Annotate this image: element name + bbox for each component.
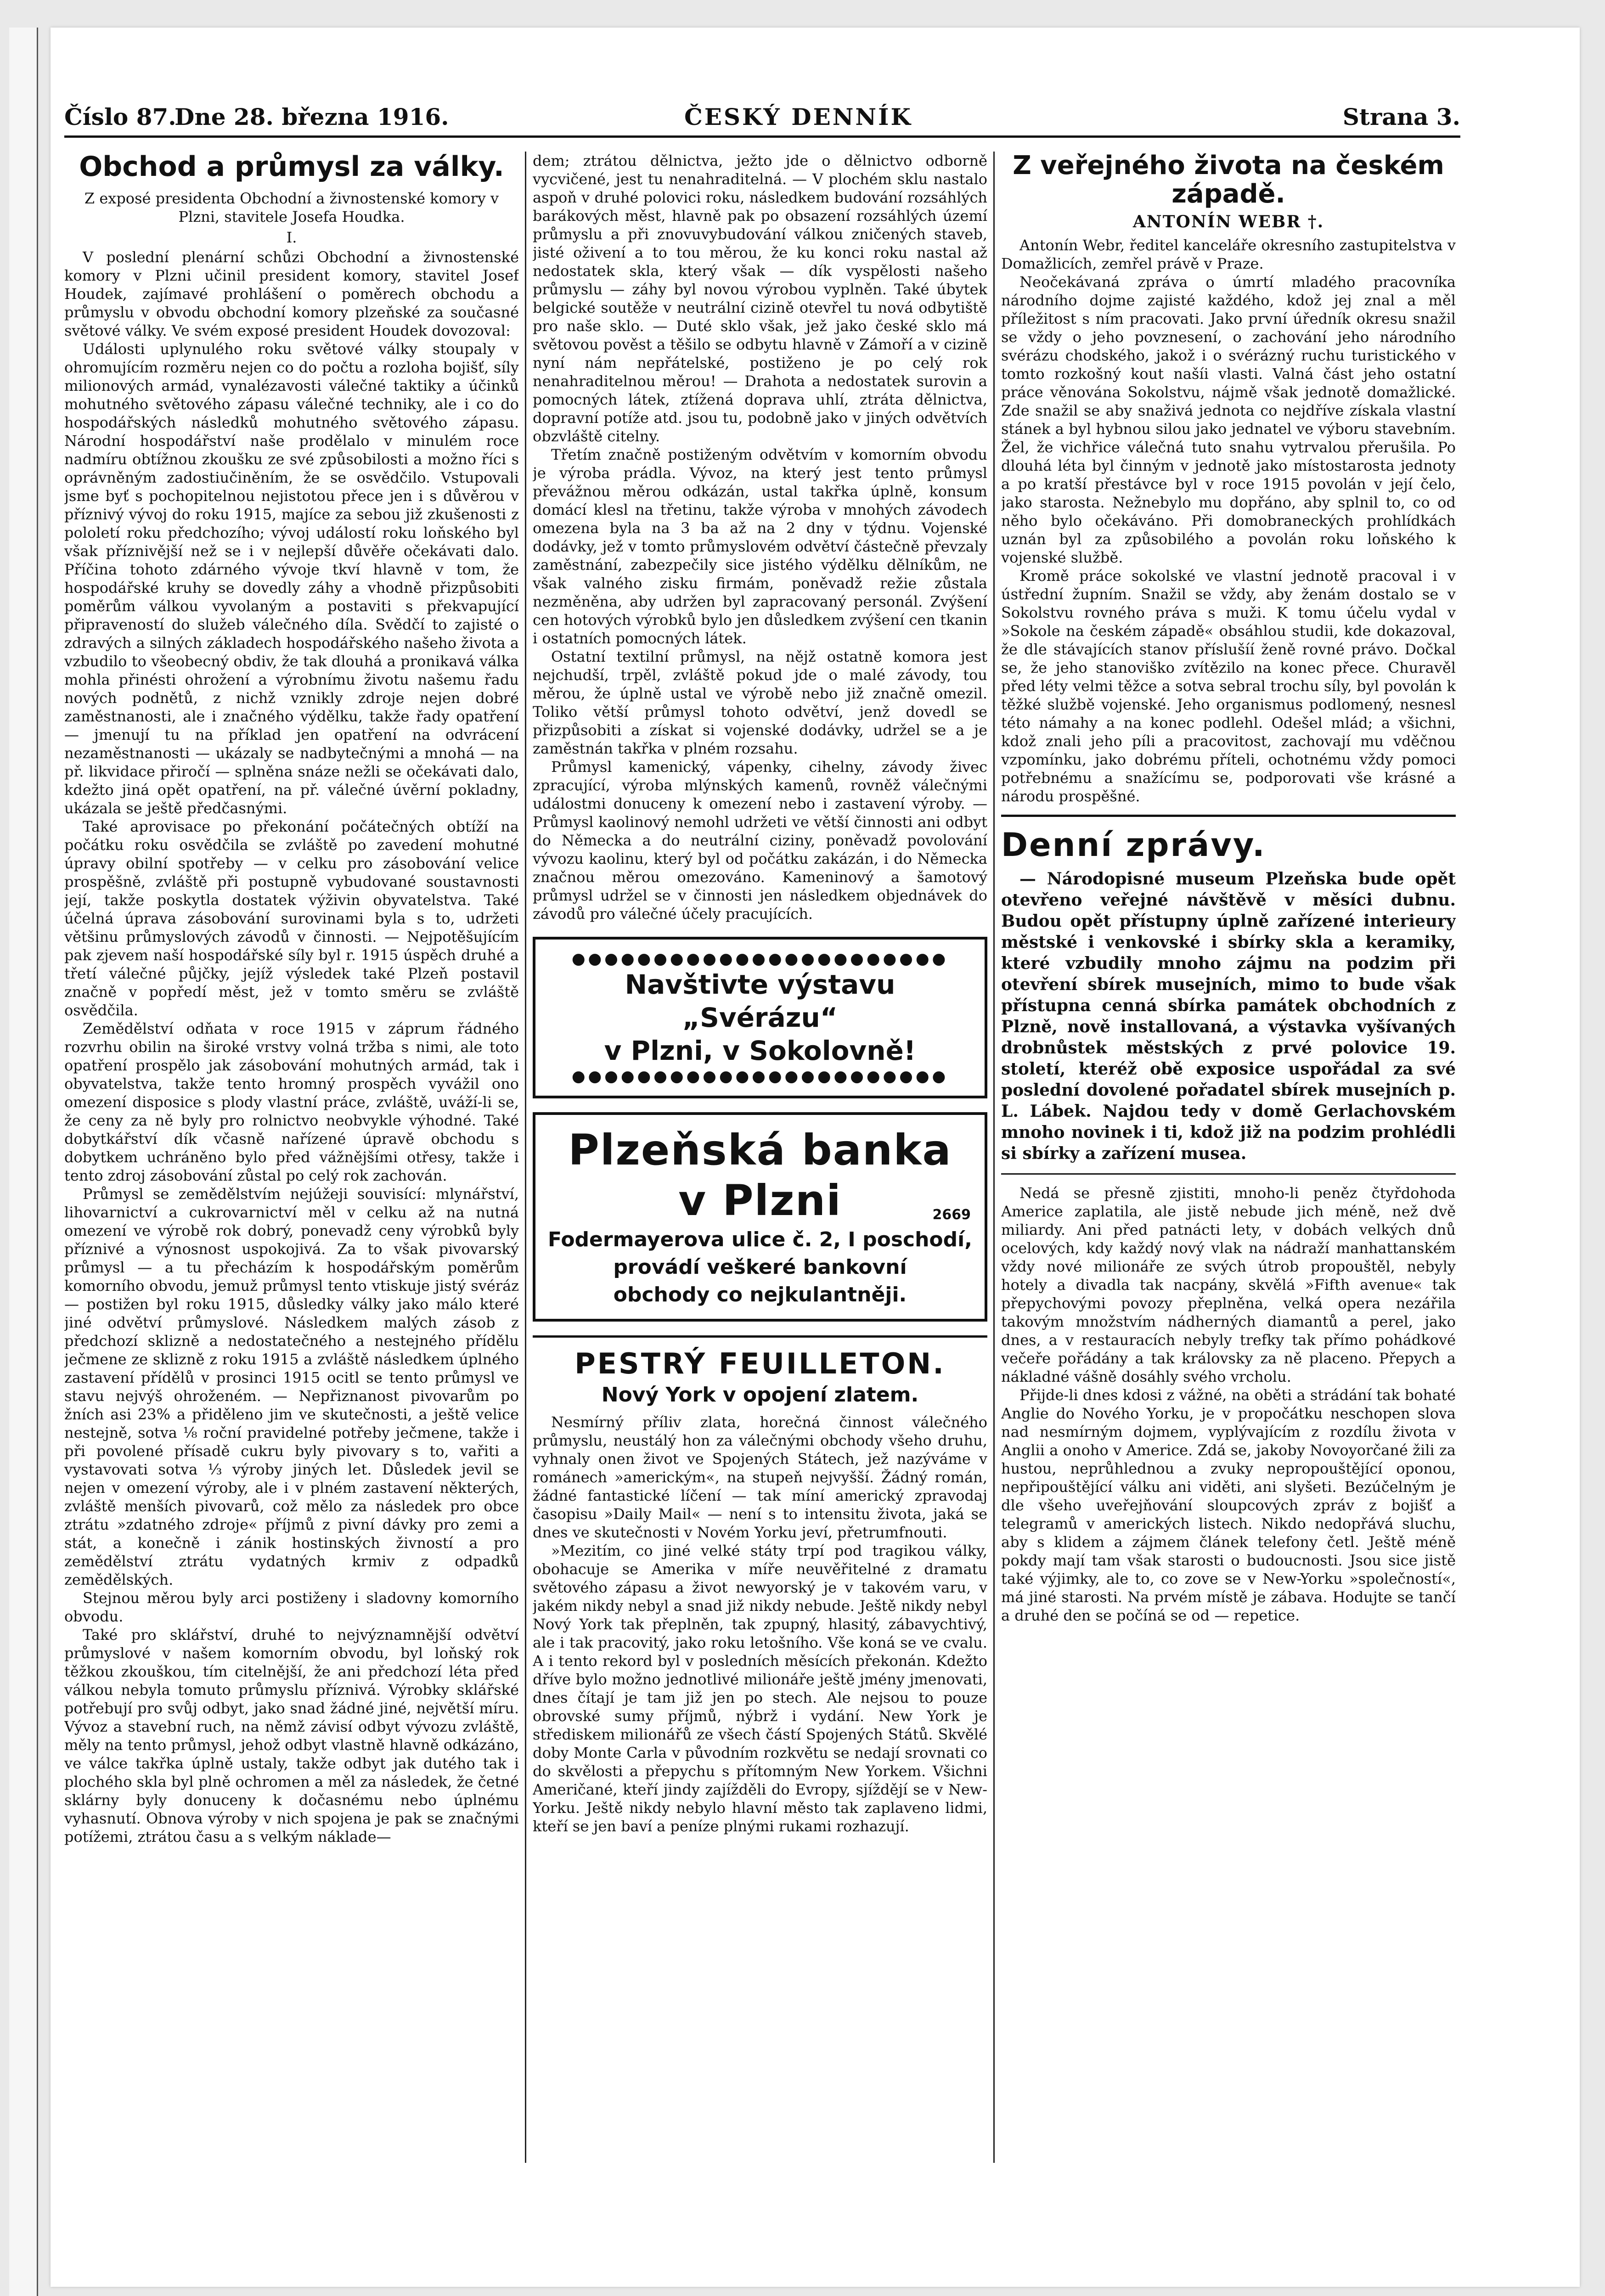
bank-slogan: obchody co nejkulantněji. xyxy=(613,1283,907,1306)
feuilleton-subtitle: Nový York v opojení zlatem. xyxy=(601,1383,919,1407)
paragraph: Také pro sklářství, druhé to nejvýznamnější odvětví průmyslové v našem komorním obvodu, byl loňský rok těžkou zkouškou, tím citelnější, že ani předchozí léta před válkou nebyla tomuto průmyslu příznivá. Výrobky sklářské potřebují pro svůj odbyt, jako snad žádné jiné, největší míru. Vývoz a stavební ruch, na němž závisí odbyt vývozu zvláště, měly na tento průmysl, jehož odbyt vlastně hlavně odkázáno, ve válce takřka úplně ustaly, takže odbyt jak dutého tak i plochého skla byl plně ochromen a měl za následek, že četné sklárny byly donuceny k dočasnému nebo úplnému vyhasnutí. Obnova výroby v nich spojena je pak se značnými potížemi, ztrátou času a s velkým náklade— xyxy=(64,1626,519,1846)
paragraph: Třetím značně postiženým odvětvím v komorním obvodu je výroba prádla. Vývoz, na který jest tento průmysl převážnou měrou odkázán, ustal takřka úplně, konsum domácí klesl na třetinu, takže výroba v mnohých závodech omezena byla na 3 ba až na 2 dny v týdnu. Vojenské dodávky, jež v tomto průmyslovém odvětví částečně převzaly zaměstnání, zabezpečily sice jistého výdělku dělníkům, ne však valného zisku firmám, poněvadž režie zůstala nezměněna, aby udržen byl zapracovaný personál. Zvýšení cen hotových výrobků bylo jen důsledkem zvýšení cen tkanin i ostatních pomocných látek. xyxy=(533,446,987,647)
paragraph: Nedá se přesně zjistiti, mnoho-li peněz čtyřdohoda Americe zaplatila, ale jistě nebude jich méně, než dvě miliardy. Ani před patnácti lety, v dobách velkých dnů ocelových, kdy každý nový vlak na nádraží manhattanském vždy nové milionáře ze svých útrob propouštěl, nebyly hotely a divadla tak nacpány, skvělá »Fifth avenue« tak přepychovými povozy přeplněna, velká opera nezářila takovým množstvím nádherných diamantů a perel, jako dnes, a v restauracích nebyly trefky tak přímo pohádkové večeře pořádány a tak královsky za ně placeno. Přepych a nákladné vášně dosáhly svého vrcholu. xyxy=(1001,1184,1456,1385)
paragraph: Průmysl kamenický, vápenky, cihelny, závody živec zpracující, výroba mlýnských kamenů, rovněž válečnými událostmi donuceny k omezení nebo i zastavení výroby. — Průmysl kaolinový nemohl udržeti ve větší činnosti ani odbyt do Německa a do neutrální ciziny, poněvadž povolování vývozu kaolinu, který byl od počátku zakázán, i do Německa značnou měrou omezováno. Kameninový a šamotový průmysl udržel se v činnosti jen následkem objednávek do závodů pro válečné účely pracujících. xyxy=(533,758,987,923)
section-rule xyxy=(1001,815,1456,817)
bank-advertisement xyxy=(533,1112,987,1322)
news-title: Denní zprávy. xyxy=(1001,826,1266,864)
column-rule xyxy=(993,152,995,2163)
paragraph: Kromě práce sokolské ve vlastní jednotě pracoval i v ústřední župním. Snažil se vždy, aby ženám dostalo se v Sokolstvu rovného práva s muži. K tomu účelu vydal v »Sokole na českém západě« obsáhlou studii, kde dokazoval, že dle stávajících stanov příslušíí ženě rovné právo. Dočkal se, že jeho stanoviško zvítězilo na konec přece. Churavěl před léty velmi těžce a sotva sebral trochu síly, byl povolán k těžké službě vojenské. Jeho organismus podlomený, nesnesl této námahy a na konec podlehl. Odešel mlád; a všichni, kdož znali jeho píli a pracovitost, zachovají mu vděčnou vzpomínku, jako dobrému příteli, ochotnému vždy pomoci potřebnému a snažícímu se, podporovati vše krásné a národu prospěšné. xyxy=(1001,567,1456,805)
column-2 xyxy=(533,152,987,2172)
paragraph: »Mezitím, co jiné velké státy trpí pod tragikou války, obohacuje se Amerika v míře neuvěřitelné z dramatu světového zápasu a život newyorský je v takovém varu, v jakém nikdy nebyl a snad již nikdy nebude. Ještě nikdy nebyl Nový York tak přeplněn, tak zpupný, hlasitý, zábavychtivý, ale i tak pracovitý, jako roku letošního. Vše koná se ve cvalu. A i tento rekord byl v posledních měsících překonán. Kdežto dříve bylo možno jednotlivé milionáře ještě jmény jmenovati, dnes čítají je tam již jen po stech. Ale nejsou to pouze obrovské sumy příjmů, nýbrž i vydání. New York je střediskem milionářů ze všech částí Spojených Států. Skvělé doby Monte Carla v původním rozkvětu se nedají srovnati co do skvělosti a přepychu s přítomným New Yorkem. Všichni Američané, kteří jindy zajížděli do Evropy, sjíždějí se v New-Yorku. Ještě nikdy nebylo hlavní město tak zaplaveno lidmi, kteří se jen baví a peníze plnými rukami rozhazují. xyxy=(533,1542,987,1835)
ad-line: Navštivte výstavu „Svérázu“ xyxy=(625,969,895,1033)
ad-border-dots: ●●●●●●●●●●●●●●●●●●●●●●● xyxy=(571,950,949,968)
page-number: Strana 3. xyxy=(1342,103,1460,130)
issue-date: Dne 28. března 1916. xyxy=(175,103,449,130)
section-rule xyxy=(533,1335,987,1338)
article-title: Obchod a průmysl za války. xyxy=(79,152,504,183)
exhibition-advertisement xyxy=(533,937,987,1098)
paragraph: dem; ztrátou dělnictva, ježto jde o dělnictvo odborně vycvičené, jest tu nenahraditelná. — V plochém sklu nastalo aspoň v druhé polovici roku, následkem budování rozsáhlých barákových měst, hlavně pak po obsazení rozsáhlých území průmyslu a při znovuvybudování válkou zničených staveb, jisté oživení a to tou měrou, že ku konci roku nastal až nedostatek skla, který však — dík vyspělosti našeho průmyslu — záhy byl novou výrobou vyplněn. Také úbytek belgické soutěže v neutrální cizině otevřel tu nová odbytiště pro naše sklo. — Duté sklo však, jež jako české sklo má světovou pověst a těšilo se odbytu hlavně v Zámoří a v cizině nyní nám nepřátelské, postiženo je po celý rok nenahraditelnou měrou! — Drahota a nedostatek surovin a pomocných látek, ztížená doprava uhlí, ztráta dělnictva, dopravní potíže atd. jsou tu, podobně jako v jiných odvětvích obzvláště citelny. xyxy=(533,152,987,445)
previous-page-edge xyxy=(9,28,38,2296)
feuilleton-title: PESTRÝ FEUILLETON. xyxy=(574,1347,946,1380)
section-title: Z veřejného života na českém západě. xyxy=(1013,152,1444,209)
bank-name: Plzeňská banka xyxy=(568,1125,952,1175)
column-3 xyxy=(1001,152,1456,2172)
section-rule xyxy=(1001,1173,1456,1175)
column-rule xyxy=(525,152,526,2163)
paragraph: Průmysl se zemědělstvím nejúžeji souvisící: mlynářství, lihovarnictví a cukrovarnictví měl v celku až na nutná omezení ve výrobě rok dobrý, ponevadž ceny výrobků byly příznivé a výnosnost uspokojivá. Za to však pivovarský průmysl — a tu přecházím k hospodářským poměrům komorního obvodu, jemuž průmysl tento vtiskuje jistý svéráz — postižen byl roku 1915, důsledky války jako málo které jiné odvětví průmyslové. Následkem malých zásob z předchozí sklizně a nedostatečného a nestejného přídělu ječmene ze sklizně z roku 1915 a zvláště následkem úplného zastavení přídělů v prosinci 1915 ocitl se tento průmysl ve stavu nejvýš ohroženém. — Nepřiznanost pivovarům po žních asi 23% a přiděleno jim ve skutečnosti, a ještě velice nestejně, sotva ⅛ roční pravidelné potřeby ječmene, takže i při povolené přísadě cukru byly pivovary s to, vařiti a vystavovati sotva ⅓ výroby jiných let. Důsledek jevil se nejen v omezení výroby, ale i v plném zastavení některých, zvláště menších pivovarů, což mělo za následek pro obce ztrátu »zdatného zdroje« příjmů z pivní dávky pro zemi a stát, a konečně i zánik hostinských živností a pro zemědělství ztrátu vydatných krmiv z odpadků zemědělských. xyxy=(64,1185,519,1588)
paragraph: V poslední plenární schůzi Obchodní a živnostenské komory v Plzni učinil president komory, stavitel Josef Houdek, zajímavé prohlášení o poměrech obchodu a průmyslu v obvodu obchodní komory plzeňské za současné světové války. Ve svém exposé president Houdek dovozoval: xyxy=(64,248,519,339)
paragraph: Antonín Webr, ředitel kanceláře okresního zastupitelstva v Domažlicích, zemřel právě v Praze. xyxy=(1001,236,1456,272)
column-1 xyxy=(64,152,519,2172)
bank-address: Fodermayerova ulice č. 2, I poschodí, xyxy=(548,1228,972,1251)
paragraph: Také aprovisace po překonání počátečných obtíží na počátku roku osvědčila se zvláště po zavedení mohutné úpravy obilní spotřeby — v celku pro zásobování velice prospěšně, zvláště při postupně vybudované soustavnosti její, takže poskytla dostatek výživin obyvatelstva. Také účelná úprava zásobování surovinami byla s to, udržeti většinu průmyslových závodů v činnosti. — Nejpotěšujícím pak zjevem naší hospodářské síly byl r. 1915 úspěch druhé a třetí válečné půjčky, jejíž výsledek také Plzeň postavil značně v popředí měst, jež v tomto směru se zvláště osvědčila. xyxy=(64,818,519,1019)
obituary-name: ANTONÍN WEBR †. xyxy=(1132,212,1324,231)
paragraph: Ostatní textilní průmysl, na nějž ostatně komora jest nejchudší, trpěl, zvláště pokud jde o malé závody, tou měrou, že úplně ustal ve výrobě nebo již značně omezil. Toliko větší průmysl tohoto odvětví, jenž dovedl se přizpůsobiti a získat si vojenské dodávky, udržel se a je zaměstnán takřka v plném rozsahu. xyxy=(533,648,987,757)
paragraph: Nesmírný příliv zlata, horečná činnost válečného průmyslu, neustálý hon za válečnými obchody všeho druhu, vyhnaly onen život ve Spojených Státech, jež nazýváme v románech »americkým«, na stupeň nejvyšší. Žádný román, žádné fantastické líčení — tak míní americký zpravodaj časopisu »Daily Mail« — není s to intensitu života, jaká se dnes ve skutečnosti v Novém Yorku jeví, přetrumfnouti. xyxy=(533,1413,987,1541)
paragraph: Události uplynulého roku světové války stoupaly v ohromujícím rozměru nejen co do počtu a rozloha bojišť, síly milionových armád, vynalézavosti válečné taktiky a účinků mohutného světového zápasu válečné techniky, ale i co do hospodářských následků mohutného světového zápasu. Národní hospodářství naše prodělalo v minulém roce nadmíru obtížnou zkoušku ze své způsobilosti a možno říci s oprávněným zadostiučiněním, že se osvědčilo. Vstupovali jsme byť s pochopitelnou nejistotou přece jen i s důvěrou v příznivý vývoj do roku 1915, majíce za sebou již zkušenosti z pololetí roku předchozího; vývoj událostí roku loňského byl však příznivější než se i v nejlepší důvěře očekávati dalo. Příčina tohoto zdárného vývoje tkví hlavně v tom, že hospodářské kruhy se dovedly záhy a vhodně přizpůsobiti poměrům válkou vyvolaným a postaviti s překvapující připraveností do služeb válečného díla. Svědčí to zajisté o zdravých a silných základech hospodářského našeho života a vzbudilo to všeobecný obdiv, že tak dlouhá a pronikavá válka mohla přinésti ohrožení a výrobnímu životu našemu řadu nových podnětů, z nichž vznikly zdroje nejen dobré zaměstnanosti, ale i značného výdělku, takže řady opatření — jmenují tu na příklad jen opatření na odvrácení nezaměstnanosti — ukázaly se nadbytečnými a mnohá — na př. likvidace přiročí — splněna snáze nežli se očekávati dalo, kdežto jiná opět opatření, na př. válečné úvěrní pokladny, ukázala se ještě předčasnými. xyxy=(64,340,519,817)
ad-line: v Plzni, v Sokolovně! xyxy=(604,1035,916,1066)
bank-slogan: provádí veškeré bankovní xyxy=(613,1255,907,1279)
paragraph: Přijde-li dnes kdosi z vážné, na oběti a strádání tak bohaté Anglie do Nového Yorku, je v propočátku neschopen slova nad nesmírným dojmem, vyplývajícím z rozdílu života v Anglii a onoho v Americe. Zdá se, jakoby Novoyorčané žili za hustou, neprůhlednou a zvuky nepropouštějící oponou, nepřipouštějící válku ani viděti, ani slyšeti. Bezúčelným je dle všeho uveřejňování sloupcových zpráv z bojišť a telegramů v amerických listech. Nikdo nedopřává sluchu, aby s klidem a zájmem článek telefony četl. Ještě méně pokdy mají tam však starosti o budoucnosti. Jsou sice jistě také výjimky, ale to, co zove se v New-Yorku »společností«, má jiné starosti. Na prvém místě je zábava. Hodujte se tančí a druhé den se počíná se od — repetice. xyxy=(1001,1386,1456,1624)
paragraph: Neočekávaná zpráva o úmrtí mladého pracovníka národního dojme zajisté každého, kdož jej znal a měl příležitost s ním pracovati. Jako první úředník okresu snažil se vždy o jeho povznesení, o zachování jeho národního svérázu chodského, jakož i o svérázný ruchu turistického v tomto rozkošný kout našíi vlasti. Valná část jeho ostatní práce věnována Sokolstvu, nájmě však jednotě domažlické. Zde snažil se aby snaživá jednota co nejdříve získala vlastní stánek a byl hybnou silou jako jednatel ve výboru stavebním. Žel, že vichřice válečná tuto snahu vytrvalou přerušila. Po dlouhá léta byl činným v jednotě jako místostarosta jednoty a po kratší přestávce byl v roce 1915 povolán v její čelo, jako starosta. Nežnebylo mu dopřáno, aby splnil to, co od něho bylo očekáváno. Při domobraneckých prohlídkách uznán byl za způsobilého a povolán roku loňského k vojenské službě. xyxy=(1001,273,1456,566)
masthead: ČESKÝ DENNÍK xyxy=(684,103,912,130)
issue-number: Číslo 87. xyxy=(64,103,176,130)
news-item: — Národopisné museum Plzeňska bude opět otevřeno veřejné návštěvě v měsíci dubnu. Budou opět přístupny úplně zařízené interieury městské i venkovské i sbírky skla a keramiky, které vzbudily mnoho zájmu na podzim při otevření sbírek musejních, mimo to bude však přístupna cenná sbírka památek obchodních z Plzně, nově installovaná, a výstavka vyšívaných drobnůstek městských z prvé polovice 19. století, kteréž obě exposice uspořádal za své poslední dovolené pořadatel sbírek musejních p. L. Lábek. Najdou tedy v domě Gerlachovském mnoho novinek i ti, kdož již na podzim prohlédli si sbírky a zařízení musea. xyxy=(1001,869,1456,1163)
article-subtitle: Z exposé presidenta Obchodní a živnostenské komory v Plzni, stavitele Josefa Houdka. xyxy=(84,190,499,225)
section-numeral: I. xyxy=(286,229,297,246)
ad-border-dots: ●●●●●●●●●●●●●●●●●●●●●●● xyxy=(571,1067,949,1086)
ad-number: 2669 xyxy=(932,1207,971,1223)
bank-city: v Plzni xyxy=(678,1176,842,1225)
paragraph: Stejnou měrou byly arci postiženy i sladovny komorního obvodu. xyxy=(64,1589,519,1625)
page-header xyxy=(64,94,1460,138)
paragraph: Zemědělství odňata v roce 1915 v záprum řádného rozvrhu obilin na široké vrstvy volná tržba s nimi, ale toto opatření prospělo jak zásobování mohutných armád, tak i obyvatelstva, takže tento hromný prospěch vyvážil ono omezení disposice s plody vlastní práce, zvláště, uváží-li se, že ceny za ně byly pro rolnictvo neobvykle výhodné. Také dobytkářství dík včasně nařízené úpravě obchodu s dobytkem uchráněno bylo před vážnějšími otřesy, takže i tento zdroj zásobování zůstal po celý rok zachován. xyxy=(64,1020,519,1184)
